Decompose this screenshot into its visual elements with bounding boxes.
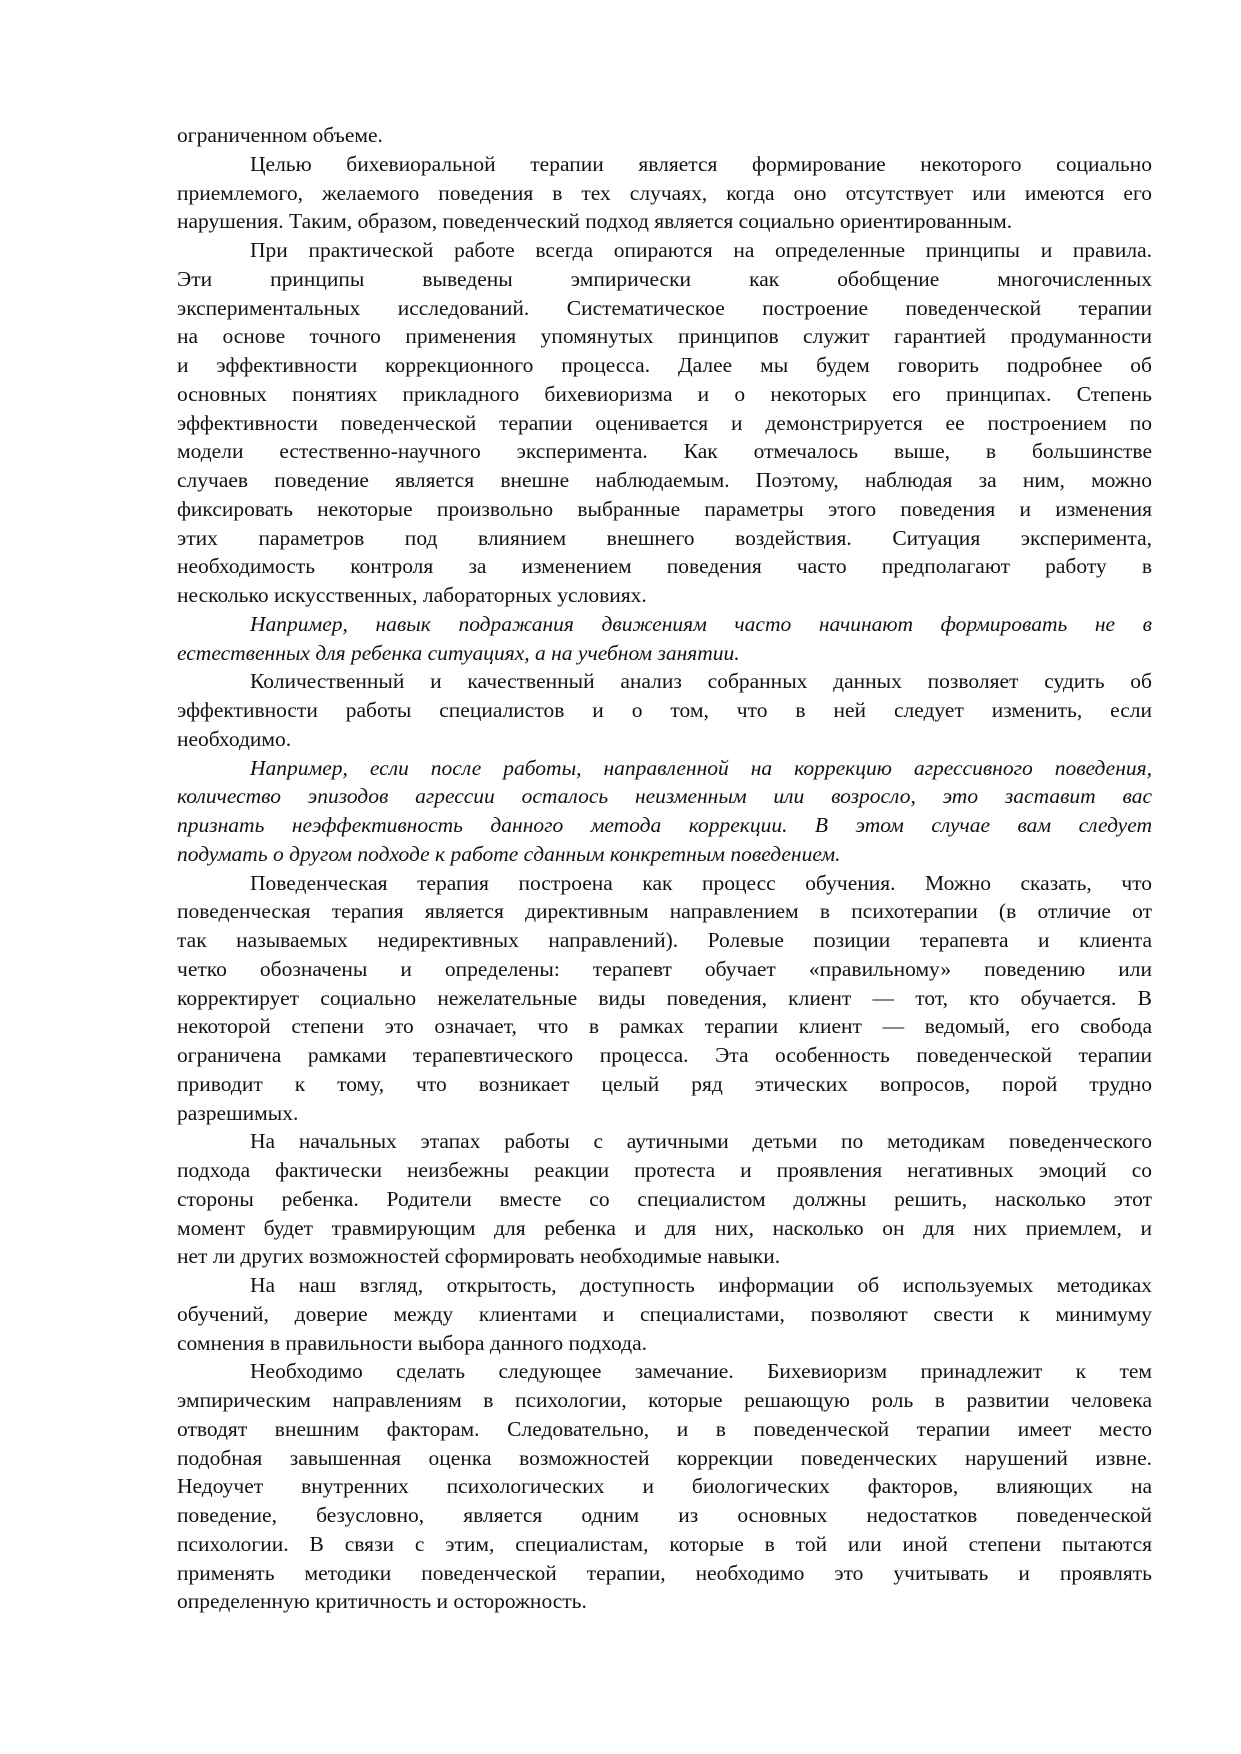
text-line: поведенческая терапия является директивным направлением в психотерапии (в отличие от	[177, 899, 1152, 924]
text-line: основных понятиях прикладного бихевиоризма и о некоторых его принципах. Степень	[177, 381, 1152, 406]
text-line: эмпирическим направлениям в психологии, которые решающую роль в развитии человека	[177, 1388, 1152, 1412]
text-line: экспериментальных исследований. Систематическое построение поведенческой терапии	[177, 295, 1152, 320]
text-line: При практической работе всегда опираются на определенные принципы и правила.	[250, 238, 1152, 262]
text-line: нет ли других возможностей сформировать необходимые навыки.	[177, 1244, 781, 1269]
text-line: Недоучет внутренних психологических и биологических факторов, влияющих на	[177, 1474, 1152, 1499]
text-line: подумать о другом подходе к работе сданным конкретным поведением.	[177, 841, 841, 866]
text-line: необходимо.	[177, 726, 292, 751]
document-page	[177, 121, 1152, 1616]
text-line: отводят внешним факторам. Следовательно, и в поведенческой терапии имеет место	[177, 1416, 1152, 1441]
text-line: применять методики поведенческой терапии, необходимо это учитывать и проявлять	[177, 1560, 1152, 1585]
text-line: поведение, безусловно, является одним из основных недостатков поведенческой	[177, 1503, 1152, 1527]
example-paragraph	[177, 754, 1152, 869]
paragraph	[177, 1271, 1152, 1357]
text-line: Например, навык подражания движениям часто начинают формировать не в	[250, 611, 1152, 636]
text-line: Необходимо сделать следующее замечание. Бихевиоризм принадлежит к тем	[250, 1359, 1152, 1384]
text-line: признать неэффективность данного метода коррекции. В этом случае вам следует	[177, 813, 1152, 837]
text-line: момент будет травмирующим для ребенка и для них, насколько он для них приемлем, и	[177, 1215, 1152, 1240]
text-line: На начальных этапах работы с аутичными детьми по методикам поведенческого	[250, 1129, 1152, 1154]
text-line: естественных для ребенка ситуациях, а на учебном занятии.	[177, 640, 740, 665]
paragraph	[177, 150, 1152, 236]
paragraph	[177, 236, 1152, 610]
text-line: необходимость контроля за изменением поведения часто предполагают работу в	[177, 554, 1152, 579]
text-line: разрешимых.	[177, 1100, 299, 1125]
text-line: на основе точного применения упомянутых принципов служит гарантией продуманности	[177, 324, 1152, 349]
text-line: нарушения. Таким, образом, поведенческий подход является социально ориентированным.	[177, 209, 1013, 234]
text-line: На наш взгляд, открытость, доступность информации об используемых методиках	[250, 1273, 1152, 1297]
text-line: сомнения в правильности выбора данного подхода.	[177, 1330, 648, 1355]
text-line: Целью бихевиоральной терапии является формирование некоторого социально	[250, 151, 1152, 176]
text-line: определенную критичность и осторожность.	[177, 1589, 587, 1614]
text-line: ограниченном объеме.	[177, 123, 383, 147]
text-line: ограничена рамками терапевтического процесса. Эта особенность поведенческой терапии	[177, 1043, 1152, 1067]
text-line: стороны ребенка. Родители вместе со специалистом должны решить, насколько этот	[177, 1186, 1152, 1211]
text-line: обучений, доверие между клиентами и специалистами, позволяют свести к минимуму	[177, 1301, 1152, 1326]
text-line: количество эпизодов агрессии осталось неизменным или возросло, это заставит вас	[177, 784, 1152, 809]
text-line: Поведенческая терапия построена как процесс обучения. Можно сказать, что	[250, 870, 1152, 895]
text-line: эффективности работы специалистов и о том, что в ней следует изменить, если	[177, 698, 1152, 722]
text-line: подхода фактически неизбежны реакции протеста и проявления негативных эмоций со	[177, 1158, 1152, 1182]
text-line: фиксировать некоторые произвольно выбранные параметры этого поведения и изменения	[177, 496, 1152, 521]
text-line: Количественный и качественный анализ собранных данных позволяет судить об	[250, 669, 1152, 694]
paragraph	[177, 121, 1152, 150]
text-line: так называемых недирективных направлений). Ролевые позиции терапевта и клиента	[177, 928, 1152, 952]
text-line: психологии. В связи с этим, специалистам, которые в той или иной степени пытаются	[177, 1531, 1152, 1556]
text-line: подобная завышенная оценка возможностей коррекции поведенческих нарушений извне.	[177, 1445, 1152, 1470]
example-paragraph	[177, 610, 1152, 668]
text-line: эффективности поведенческой терапии оценивается и демонстрируется ее построением по	[177, 410, 1152, 435]
text-line: и эффективности коррекционного процесса. Далее мы будем говорить подробнее об	[177, 353, 1152, 377]
paragraph	[177, 1357, 1152, 1616]
text-line: этих параметров под влиянием внешнего воздействия. Ситуация эксперимента,	[177, 525, 1152, 550]
text-line: модели естественно-научного эксперимента. Как отмечалось выше, в большинстве	[177, 439, 1152, 464]
text-line: случаев поведение является внешне наблюдаемым. Поэтому, наблюдая за ним, можно	[177, 468, 1152, 492]
paragraph	[177, 667, 1152, 753]
text-line: четко обозначены и определены: терапевт обучает «правильному» поведению или	[177, 956, 1152, 981]
text-line: приемлемого, желаемого поведения в тех случаях, когда оно отсутствует или имеются его	[177, 180, 1152, 205]
text-line: корректирует социально нежелательные виды поведения, клиент — тот, кто обучается. В	[177, 985, 1152, 1010]
text-line: несколько искусственных, лабораторных условиях.	[177, 583, 647, 607]
text-line: Эти принципы выведены эмпирически как обобщение многочисленных	[177, 266, 1152, 291]
text-line: приводит к тому, что возникает целый ряд этических вопросов, порой трудно	[177, 1071, 1152, 1096]
text-line: Например, если после работы, направленной на коррекцию агрессивного поведения,	[250, 755, 1152, 780]
text-line: некоторой степени это означает, что в рамках терапии клиент — ведомый, его свобода	[177, 1014, 1152, 1039]
paragraph	[177, 869, 1152, 1128]
paragraph	[177, 1127, 1152, 1271]
